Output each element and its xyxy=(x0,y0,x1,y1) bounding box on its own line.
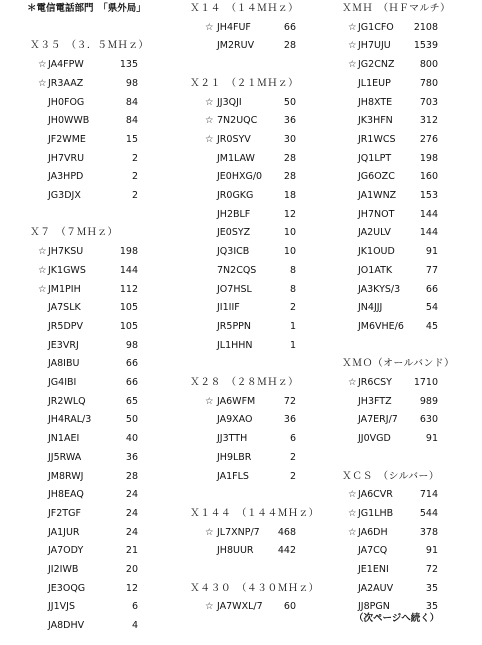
score: 36 xyxy=(125,451,138,463)
star-icon: ☆ xyxy=(205,133,214,145)
result-row xyxy=(0,150,482,168)
score: 2 xyxy=(131,152,138,164)
score: 198 xyxy=(119,246,138,258)
continued-note: （次ページへ続く） xyxy=(354,613,440,624)
callsign: JR0SYV xyxy=(217,133,251,145)
score: 144 xyxy=(119,264,138,276)
score: 15 xyxy=(125,133,138,145)
callsign: JH9LBR xyxy=(217,451,252,463)
callsign: JH4RAL/3 xyxy=(48,414,92,426)
callsign: JE3OQG xyxy=(48,582,86,594)
score: 6 xyxy=(131,601,138,613)
callsign: JA7WXL/7 xyxy=(217,601,263,613)
section-header: Ｘ２８ （２８ＭＨｚ） xyxy=(190,377,299,388)
star-icon: ☆ xyxy=(348,489,357,501)
result-row xyxy=(0,486,482,504)
callsign: 7N2UQC xyxy=(217,115,258,127)
score: 66 xyxy=(425,283,438,295)
result-row xyxy=(0,281,482,299)
score: 40 xyxy=(125,433,138,445)
callsign: JF2WME xyxy=(48,133,86,145)
score: 135 xyxy=(119,59,138,71)
score: 780 xyxy=(419,77,438,89)
result-row xyxy=(0,37,482,55)
result-row xyxy=(0,262,482,280)
score: 544 xyxy=(419,507,438,519)
callsign: JO1ATK xyxy=(358,264,393,276)
score: 35 xyxy=(425,582,438,594)
score: 10 xyxy=(283,246,296,258)
result-row xyxy=(0,168,482,186)
callsign: JO7HSL xyxy=(217,283,252,295)
result-row xyxy=(0,318,482,336)
score: 2108 xyxy=(413,21,438,33)
score: 2 xyxy=(131,190,138,201)
score: 28 xyxy=(125,470,138,482)
callsign: JR1WCS xyxy=(358,133,396,145)
result-row xyxy=(0,299,482,317)
star-icon: ☆ xyxy=(205,96,214,108)
score: 72 xyxy=(283,395,296,407)
callsign: JA1WNZ xyxy=(358,190,397,201)
score: 105 xyxy=(119,302,138,314)
callsign: JA1FLS xyxy=(217,470,249,482)
score: 144 xyxy=(419,227,438,239)
score: 2 xyxy=(131,171,138,183)
callsign: JH8UUR xyxy=(217,545,254,557)
score: 36 xyxy=(283,115,296,127)
star-icon: ☆ xyxy=(205,526,214,538)
callsign: JA7ODY xyxy=(48,545,84,557)
score: 21 xyxy=(125,545,138,557)
callsign: JA8IBU xyxy=(48,358,80,370)
callsign: JA7ERJ/7 xyxy=(358,414,398,426)
star-icon: ☆ xyxy=(205,21,214,33)
callsign: JE0HXG/0 xyxy=(217,171,263,183)
callsign: JA6DH xyxy=(358,526,388,538)
callsign: JH7KSU xyxy=(48,246,84,258)
score: 714 xyxy=(419,489,438,501)
callsign: JH7NOT xyxy=(358,208,395,220)
callsign: JA3KYS/3 xyxy=(358,283,401,295)
score: 66 xyxy=(283,21,296,33)
callsign: JQ3ICB xyxy=(217,246,250,258)
star-icon: ☆ xyxy=(38,77,47,89)
result-row xyxy=(0,131,482,149)
result-row xyxy=(0,75,482,93)
section-header: ＸＣＳ （シルバー） xyxy=(342,470,440,482)
callsign: JI2IWB xyxy=(48,564,79,575)
score: 24 xyxy=(125,526,138,538)
section-header: Ｘ１４ （１４ＭＨｚ） xyxy=(190,3,299,14)
score: 84 xyxy=(125,115,138,127)
score: 50 xyxy=(283,96,296,108)
score: 20 xyxy=(125,564,138,575)
star-icon: ☆ xyxy=(205,601,214,613)
callsign: JH8EAQ xyxy=(48,489,84,501)
callsign: JM2RUV xyxy=(217,40,255,52)
callsign: JK1OUD xyxy=(358,246,395,258)
callsign: JA6WFM xyxy=(217,395,256,407)
callsign: JR5PPN xyxy=(217,320,252,332)
score: 2 xyxy=(289,451,296,463)
star-icon: ☆ xyxy=(38,283,47,295)
score: 28 xyxy=(283,152,296,164)
callsign: JA1JUR xyxy=(48,526,80,538)
score: 24 xyxy=(125,489,138,501)
callsign: JR5DPV xyxy=(48,320,83,332)
score: 98 xyxy=(125,77,138,89)
callsign: JL1EUP xyxy=(358,77,391,89)
score: 276 xyxy=(419,133,438,145)
score: 91 xyxy=(425,433,438,445)
score: 6 xyxy=(289,433,296,445)
callsign: JF2TGF xyxy=(48,507,81,519)
score: 1710 xyxy=(413,377,438,388)
callsign: JA2AUV xyxy=(358,582,394,594)
score: 12 xyxy=(125,582,138,594)
callsign: JM1LAW xyxy=(217,152,255,164)
callsign: JH2BLF xyxy=(217,208,251,220)
score: 800 xyxy=(419,59,438,71)
callsign: JA2ULV xyxy=(358,227,391,239)
score: 378 xyxy=(419,526,438,538)
callsign: JL7XNP/7 xyxy=(217,526,260,538)
callsign: JR3AAZ xyxy=(48,77,84,89)
section-header: Ｘ４３０ （４３０ＭＨｚ） xyxy=(190,582,319,594)
result-row xyxy=(0,542,482,560)
result-row xyxy=(0,580,482,598)
callsign: JH8XTE xyxy=(358,96,393,108)
score: 442 xyxy=(277,545,296,557)
result-row xyxy=(0,112,482,130)
section-header: Ｘ１４４ （１４４ＭＨｚ） xyxy=(190,507,319,519)
score: 160 xyxy=(419,171,438,183)
score: 91 xyxy=(425,246,438,258)
callsign: JG1LHB xyxy=(358,507,394,519)
score: 468 xyxy=(277,526,296,538)
callsign: JN1AEI xyxy=(48,433,80,445)
callsign: JJ1VJS xyxy=(48,601,75,613)
score: 703 xyxy=(419,96,438,108)
score: 45 xyxy=(425,320,438,332)
score: 36 xyxy=(283,414,296,426)
star-icon: ☆ xyxy=(205,115,214,127)
result-row xyxy=(0,337,482,355)
callsign: JA4FPW xyxy=(48,59,84,71)
score: 8 xyxy=(289,264,296,276)
callsign: JH7UJU xyxy=(358,40,391,52)
callsign: JH3FTZ xyxy=(358,395,392,407)
score: 50 xyxy=(125,414,138,426)
score: 30 xyxy=(283,133,296,145)
score: 1 xyxy=(289,339,296,351)
score: 84 xyxy=(125,96,138,108)
star-icon: ☆ xyxy=(38,264,47,276)
result-row xyxy=(0,19,482,37)
score: 8 xyxy=(289,283,296,295)
score: 77 xyxy=(425,264,438,276)
score: 18 xyxy=(283,190,296,201)
callsign: JI1IIF xyxy=(217,302,240,314)
callsign: JA6CVR xyxy=(358,489,393,501)
callsign: JQ1LPT xyxy=(358,152,392,164)
callsign: JJ3TTH xyxy=(217,433,248,445)
callsign: JE0SYZ xyxy=(217,227,251,239)
score: 112 xyxy=(119,283,138,295)
callsign: JJ3QJI xyxy=(217,96,242,108)
callsign: JM6VHE/6 xyxy=(358,320,404,332)
callsign: JJ0VGD xyxy=(358,433,391,445)
result-row xyxy=(0,206,482,224)
callsign: JG4IBI xyxy=(48,377,77,388)
section-header: ＸＭＨ （ＨＦマルチ） xyxy=(342,3,451,14)
score: 144 xyxy=(419,208,438,220)
score: 66 xyxy=(125,358,138,370)
callsign: JH0WWB xyxy=(48,115,90,127)
score: 12 xyxy=(283,208,296,220)
callsign: JM1PIH xyxy=(48,283,81,295)
score: 1539 xyxy=(413,40,438,52)
callsign: JJ5RWA xyxy=(48,451,82,463)
star-icon: ☆ xyxy=(348,507,357,519)
score: 66 xyxy=(125,377,138,388)
result-row xyxy=(0,224,482,242)
star-icon: ☆ xyxy=(205,395,214,407)
result-row xyxy=(0,561,482,579)
star-icon: ☆ xyxy=(38,246,47,258)
result-row xyxy=(0,187,482,205)
result-row xyxy=(0,94,482,112)
star-icon: ☆ xyxy=(348,526,357,538)
callsign: 7N2CQS xyxy=(217,264,257,276)
callsign: JL1HHN xyxy=(217,339,253,351)
callsign: JE3VRJ xyxy=(48,339,79,351)
score: 24 xyxy=(125,507,138,519)
section-header: Ｘ７ （７ＭＨｚ） xyxy=(30,227,118,239)
score: 312 xyxy=(419,115,438,127)
callsign: JR6CSY xyxy=(358,377,392,388)
star-icon: ☆ xyxy=(348,40,357,52)
score: 1 xyxy=(289,320,296,332)
callsign: JH7VRU xyxy=(48,152,85,164)
callsign: JK3HFN xyxy=(358,115,393,127)
result-row xyxy=(0,393,482,411)
callsign: JN4JJJ xyxy=(358,302,383,314)
callsign: JG6OZC xyxy=(358,171,395,183)
callsign: JG3DJX xyxy=(48,190,81,201)
callsign: JA8DHV xyxy=(48,620,85,632)
result-row xyxy=(0,243,482,261)
callsign: JH0FOG xyxy=(48,96,85,108)
result-row xyxy=(0,56,482,74)
star-icon: ☆ xyxy=(348,59,357,71)
result-row xyxy=(0,598,482,616)
callsign: JG1CFO xyxy=(358,21,394,33)
result-row xyxy=(0,617,482,635)
section-header: Ｘ３５ （３．５ＭＨｚ） xyxy=(30,40,149,52)
callsign: JA7SLK xyxy=(48,302,81,314)
score: 2 xyxy=(289,302,296,314)
score: 630 xyxy=(419,414,438,426)
score: 2 xyxy=(289,470,296,482)
score: 65 xyxy=(125,395,138,407)
result-row xyxy=(0,430,482,448)
result-row xyxy=(0,505,482,523)
callsign: JR0GKG xyxy=(217,190,254,201)
callsign: JE1ENI xyxy=(358,564,389,575)
result-row xyxy=(0,449,482,467)
score: 989 xyxy=(419,395,438,407)
page-title: ＊電信電話部門 「県外局」 xyxy=(27,3,146,14)
score: 54 xyxy=(425,302,438,314)
star-icon: ☆ xyxy=(38,59,47,71)
callsign: JA3HPD xyxy=(48,171,84,183)
section-header: Ｘ２１ （２１ＭＨｚ） xyxy=(190,77,299,89)
callsign: JG2CNZ xyxy=(358,59,395,71)
score: 35 xyxy=(425,601,438,613)
callsign: JJ8PGN xyxy=(358,601,390,613)
callsign: JM8RWJ xyxy=(48,470,84,482)
score: 28 xyxy=(283,40,296,52)
score: 10 xyxy=(283,227,296,239)
callsign: JH4FUF xyxy=(217,21,251,33)
star-icon: ☆ xyxy=(348,21,357,33)
star-icon: ☆ xyxy=(348,377,357,388)
section-header: ＸＭＯ（オールバンド） xyxy=(342,358,455,370)
score: 4 xyxy=(131,620,138,632)
score: 98 xyxy=(125,339,138,351)
callsign: JK1GWS xyxy=(48,264,86,276)
score: 72 xyxy=(425,564,438,575)
result-row xyxy=(0,374,482,392)
callsign: JR2WLQ xyxy=(48,395,86,407)
score: 153 xyxy=(419,190,438,201)
callsign: JA7CQ xyxy=(358,545,388,557)
result-row xyxy=(0,524,482,542)
score: 60 xyxy=(283,601,296,613)
score: 28 xyxy=(283,171,296,183)
score: 91 xyxy=(425,545,438,557)
result-row xyxy=(0,411,482,429)
score: 198 xyxy=(419,152,438,164)
score: 105 xyxy=(119,320,138,332)
callsign: JA9XAO xyxy=(217,414,253,426)
